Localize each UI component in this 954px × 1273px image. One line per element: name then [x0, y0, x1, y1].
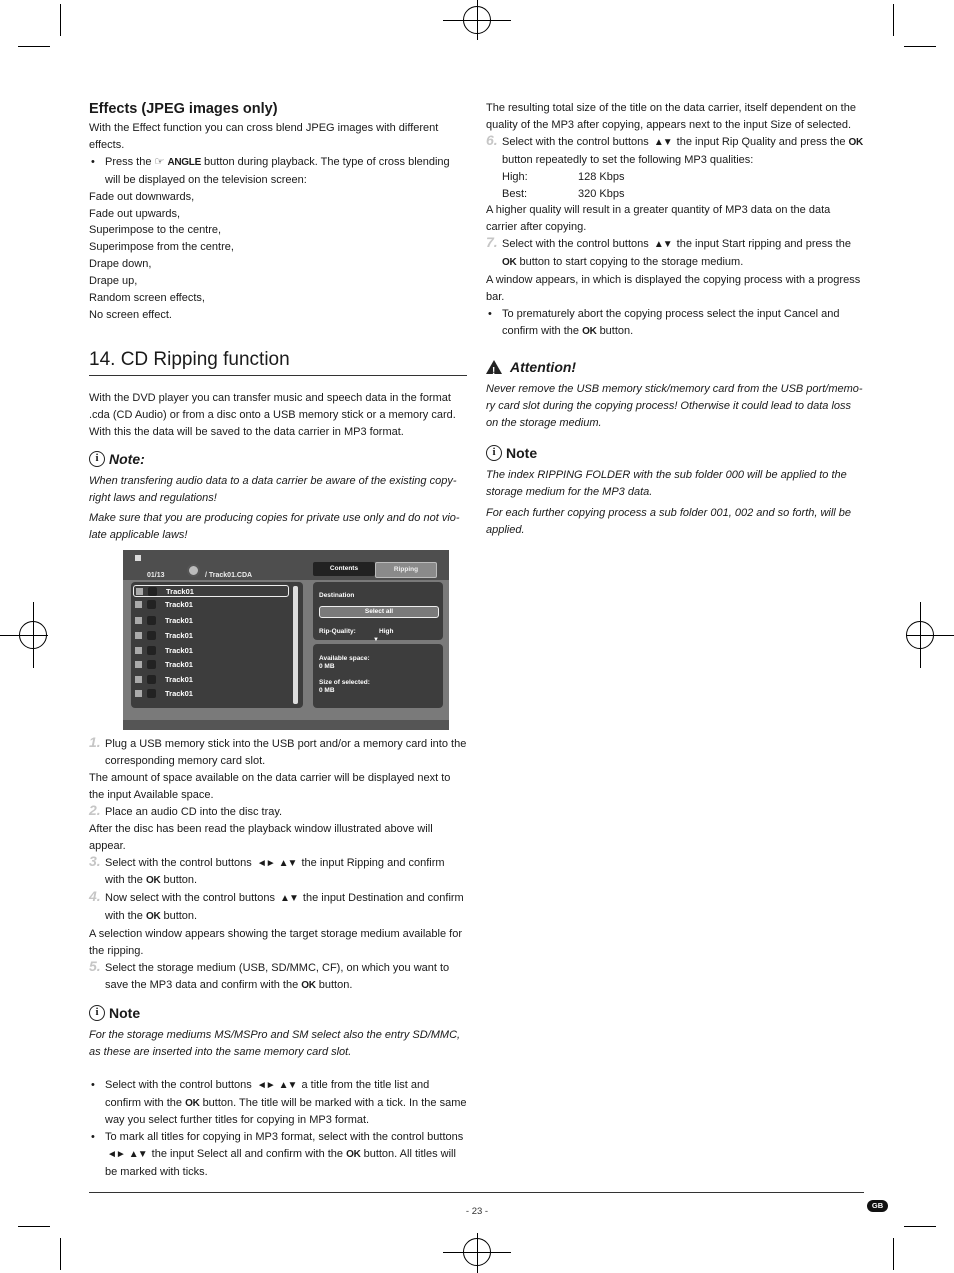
- effect-item: Drape down,: [89, 258, 152, 271]
- bullet-select-all: • To mark all titles for copying in MP3 format, select with the control buttons ◄► ▲▼ the input Select all and confirm with the OK button. All titles will be marked with ticks.: [89, 1129, 467, 1181]
- up-down-arrows-icon: ▲▼: [128, 1149, 147, 1161]
- info-icon: i: [89, 1005, 105, 1021]
- music-note-icon: [147, 631, 156, 640]
- section-intro: With the DVD player you can transfer music and speech data in the format .cda (CD Audio) or from a disc onto a USB memory stick or a memory card. With this the data will be saved to the data carrier in MP3 format.: [89, 391, 456, 438]
- destination-panel: [313, 582, 443, 644]
- registration-mark: [477, 0, 478, 40]
- track-row[interactable]: Track01: [133, 674, 289, 686]
- note-text: When transfering audio data to a data carrier be aware of the existing copy-right laws and regulations!: [89, 474, 457, 504]
- step-2: 2. Place an audio CD into the disc tray.: [89, 801, 283, 818]
- crop-mark: [60, 1238, 61, 1270]
- track-row[interactable]: Track01: [133, 630, 289, 642]
- effect-item: No screen effect.: [89, 308, 172, 321]
- up-down-arrows-icon: ▲▼: [278, 1079, 297, 1091]
- step-6: 6. Select with the control buttons ▲▼ the input Rip Quality and press the OK button repeatedly to set the following MP3 qualities:: [486, 131, 863, 166]
- effects-bullet: • Press the ☞ ANGLE button during playback. The type of cross blending will be displayed on the television screen:: [89, 154, 467, 189]
- up-down-arrows-icon: ▲▼: [280, 893, 298, 905]
- attention-heading: ! Attention!: [486, 357, 864, 377]
- step-1-result: The amount of space available on the data carrier will be displayed next to the input Available space.: [89, 772, 451, 801]
- checkbox-icon: [136, 588, 143, 595]
- track-row[interactable]: Track01: [133, 615, 289, 627]
- step-1: 1. Plug a USB memory stick into the USB port and/or a memory card into the corresponding memory card slot.: [89, 734, 467, 768]
- track-row[interactable]: Track01: [133, 659, 289, 671]
- quality-paragraph: A higher quality will result in a greater quantity of MP3 data on the data carrier after copying.: [486, 204, 831, 234]
- music-note-icon: [147, 616, 156, 625]
- track-row[interactable]: Track01: [133, 585, 289, 597]
- up-down-arrows-icon: ▲▼: [653, 239, 672, 251]
- effect-item: Drape up,: [89, 275, 138, 288]
- page-number: - 23 -: [465, 1206, 489, 1217]
- crop-mark: [904, 1226, 936, 1227]
- quality-best: Best: 320 Kbps: [502, 187, 625, 200]
- angle-button-label: ANGLE: [167, 156, 201, 168]
- checkbox-icon: [135, 601, 142, 608]
- effect-item: Fade out downwards,: [89, 190, 195, 203]
- music-note-icon: [147, 660, 156, 669]
- effect-item: Random screen effects,: [89, 292, 205, 305]
- note-text: For each further copying process a sub folder 001, 002 and so forth, will be applied.: [486, 507, 852, 537]
- crop-mark: [893, 1238, 894, 1270]
- angle-icon: ☞: [154, 155, 165, 168]
- info-icon: i: [89, 451, 105, 467]
- tab-contents[interactable]: Contents: [313, 562, 375, 576]
- registration-mark: [33, 602, 34, 668]
- attention-text: Never remove the USB memory stick/memory card from the USB port/memo-ry card slot during the copying process! Otherwise it could lead to data loss on the storage medium.: [486, 382, 863, 429]
- rip-quality-value[interactable]: High: [379, 628, 394, 636]
- available-space-label: Available space:: [319, 655, 370, 663]
- crop-mark: [904, 46, 936, 47]
- track-row[interactable]: Track01: [133, 645, 289, 657]
- warning-icon: [486, 360, 502, 374]
- note-heading: i Note: [89, 1003, 467, 1023]
- note-heading: i Note: [486, 443, 864, 463]
- bullet-select-title: • Select with the control buttons ◄► ▲▼ a title from the title list and confirm with the OK button. The title will be marked with a tick. In the same way you select further titles for copying in MP3 format.: [89, 1077, 467, 1130]
- track-row[interactable]: Track01: [133, 599, 289, 611]
- track-row[interactable]: Track01: [133, 688, 289, 700]
- select-all-button[interactable]: Select all: [319, 606, 439, 618]
- size-selected-label: Size of selected:: [319, 679, 370, 687]
- left-right-arrows-icon: ◄►: [256, 857, 275, 869]
- music-note-icon: [148, 587, 157, 596]
- section-title: 14. CD Ripping function: [89, 348, 467, 376]
- checkbox-icon: [135, 632, 142, 639]
- rip-quality-label[interactable]: Rip-Quality:: [319, 628, 356, 636]
- quality-high: High: 128 Kbps: [502, 170, 625, 183]
- note-text: Make sure that you are producing copies for private use only and do not vio-late applicable laws!: [89, 512, 460, 542]
- step-5: 5. Select the storage medium (USB, SD/MMC, CF), on which you want to save the MP3 data and confirm with the OK button.: [89, 958, 450, 991]
- footer-rule: [89, 1192, 864, 1193]
- ok-button-label: OK: [582, 325, 597, 337]
- ok-button-label: OK: [185, 1097, 200, 1109]
- screen-logo-icon: [135, 555, 141, 561]
- screen-bottom-bar: [123, 720, 449, 730]
- music-note-icon: [147, 675, 156, 684]
- bullet-cancel: • To prematurely abort the copying process select the input Cancel and confirm with the OK button.: [486, 306, 864, 341]
- note-heading: i Note:: [89, 449, 467, 469]
- screen-filename: / Track01.CDA: [205, 572, 253, 580]
- step-3: 3. Select with the control buttons ◄► ▲▼ the input Ripping and confirm with the OK button.: [89, 852, 445, 887]
- checkbox-icon: [135, 647, 142, 654]
- registration-mark: [0, 635, 48, 636]
- chevron-down-icon[interactable]: ▼: [373, 637, 379, 644]
- up-down-arrows-icon: ▲▼: [278, 857, 297, 869]
- crop-mark: [60, 4, 61, 36]
- screen-counter: 01/13: [147, 572, 165, 580]
- checkbox-icon: [135, 676, 142, 683]
- music-note-icon: [147, 689, 156, 698]
- size-paragraph: The resulting total size of the title on the data carrier, itself dependent on the quality of the MP3 after copying, appears next to the input Size of selected.: [486, 102, 856, 131]
- ok-button-label: OK: [145, 911, 161, 923]
- scrollbar[interactable]: [293, 586, 298, 704]
- step-4-result: A selection window appears showing the target storage medium available for the ripping.: [89, 928, 462, 958]
- info-icon: i: [486, 445, 502, 461]
- left-right-arrows-icon: ◄►: [256, 1079, 275, 1091]
- progress-paragraph: A window appears, in which is displayed the copying process with a progress bar.: [486, 274, 861, 303]
- step-2-result: After the disc has been read the playback window illustrated above will appear.: [89, 822, 433, 852]
- destination-label[interactable]: Destination: [319, 592, 355, 600]
- registration-mark: [906, 635, 954, 636]
- ok-button-label: OK: [346, 1149, 361, 1161]
- checkbox-icon: [135, 617, 142, 624]
- effect-item: Superimpose from the centre,: [89, 241, 234, 254]
- checkbox-icon: [135, 690, 142, 697]
- ok-button-label: OK: [145, 875, 161, 887]
- ok-button-label: OK: [301, 979, 316, 991]
- registration-mark: [920, 602, 921, 668]
- effect-item: Superimpose to the centre,: [89, 224, 222, 237]
- registration-mark: [477, 1233, 478, 1273]
- music-note-icon: [147, 600, 156, 609]
- effects-heading: Effects (JPEG images only): [89, 101, 278, 117]
- music-note-icon: [147, 646, 156, 655]
- note-text: The index RIPPING FOLDER with the sub folder 000 will be applied to the storage medium for the MP3 data.: [486, 469, 847, 499]
- step-7: 7. Select with the control buttons ▲▼ the input Start ripping and press the OK button to start copying to the storage medium.: [486, 234, 851, 269]
- ok-button-label: OK: [502, 257, 517, 269]
- available-space-value: 0 MB: [319, 663, 335, 671]
- note-text: For the storage mediums MS/MSPro and SM select also the entry SD/MMC, as these are inserted into the same memory card slot.: [89, 1028, 461, 1058]
- effect-item: Fade out upwards,: [89, 207, 181, 220]
- left-column: [89, 100, 467, 1181]
- up-down-arrows-icon: ▲▼: [653, 136, 672, 148]
- info-panel: [313, 644, 443, 708]
- crop-mark: [893, 4, 894, 36]
- size-selected-value: 0 MB: [319, 687, 335, 695]
- effects-intro: With the Effect function you can cross blend JPEG images with different effects.: [89, 122, 439, 151]
- checkbox-icon: [135, 661, 142, 668]
- crop-mark: [18, 1226, 50, 1227]
- right-column: [486, 100, 864, 539]
- ok-button-label: OK: [848, 136, 863, 148]
- left-right-arrows-icon: ◄►: [107, 1149, 125, 1161]
- step-4: 4. Now select with the control buttons ▲▼ the input Destination and confirm with the OK button.: [89, 888, 464, 923]
- country-badge: GB: [867, 1200, 888, 1212]
- ripping-screen-figure: [123, 550, 449, 730]
- crop-mark: [18, 46, 50, 47]
- tab-ripping[interactable]: Ripping: [375, 562, 437, 578]
